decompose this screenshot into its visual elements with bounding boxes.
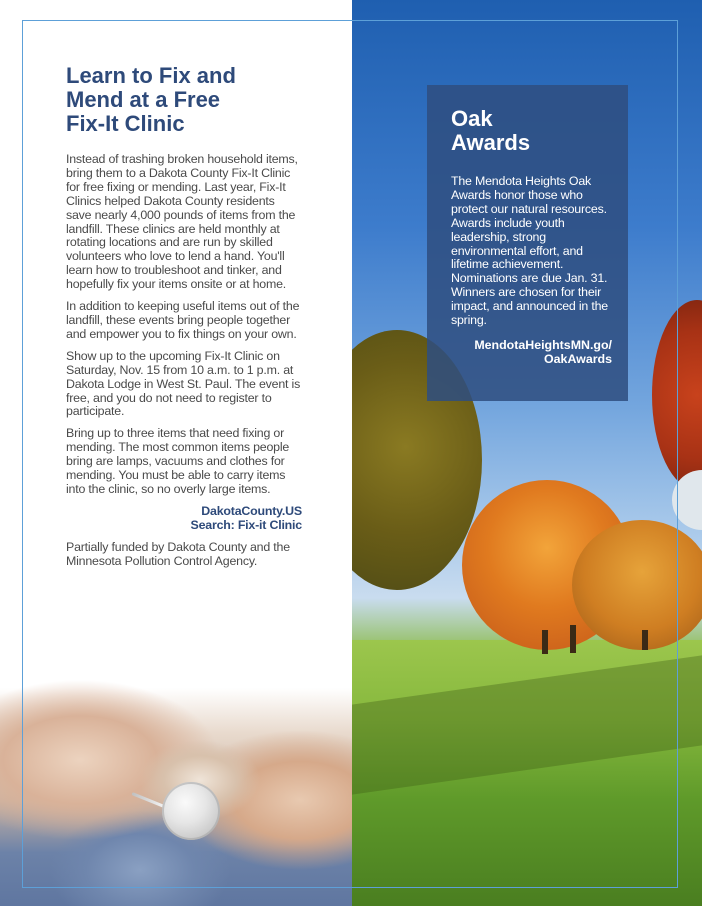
oak-awards-title — [451, 107, 612, 155]
fixit-title-line: Learn to Fix and — [66, 63, 236, 88]
fixit-link-url[interactable]: DakotaCounty.US — [201, 503, 302, 518]
oak-title-line: Awards — [451, 130, 531, 155]
fixit-article-body — [66, 153, 302, 576]
oak-link-line[interactable]: OakAwards — [544, 351, 612, 366]
oak-title-line: Oak — [451, 106, 493, 131]
fixit-website-link[interactable] — [66, 505, 302, 533]
tree-trunk — [642, 630, 648, 650]
oak-awards-link[interactable] — [451, 338, 612, 366]
fixit-paragraph: In addition to keeping useful items out of the landfill, these events bring people together and empower you to fix things on your own. — [66, 299, 300, 341]
fixit-title-line: Mend at a Free — [66, 87, 221, 112]
fixit-funding-note: Partially funded by Dakota County and the Minnesota Pollution Control Agency. — [66, 539, 290, 568]
sewing-button-graphic — [162, 782, 220, 840]
oak-awards-body: The Mendota Heights Oak Awards honor those who protect our natural resources. Awards include youth leadership, strong environmental effort, and lifetime achievement. Nominations are due Jan. 31. Winners are chosen for their impact, and announced in the spring. — [451, 174, 608, 328]
fixit-title — [66, 64, 336, 136]
tree-trunk — [570, 625, 576, 653]
oak-awards-card — [427, 85, 628, 401]
fixit-paragraph: Show up to the upcoming Fix-It Clinic on Saturday, Nov. 15 from 10 a.m. to 1 p.m. at Dakota Lodge in West St. Paul. The event is free, and you do not need to register to participate. — [66, 348, 301, 419]
fixit-title-line: Fix-It Clinic — [66, 111, 185, 136]
fixit-paragraph: Bring up to three items that need fixing or mending. The most common items people bring are lamps, vacuums and clothes for mending. You must be able to carry items into the clinic, so no overly large items. — [66, 426, 290, 496]
tree-trunk — [542, 630, 548, 654]
red-tree — [652, 300, 702, 490]
sewing-button-photo — [0, 640, 352, 906]
oak-link-line[interactable]: MendotaHeightsMN.go/ — [474, 337, 612, 352]
fixit-link-search: Search: Fix-it Clinic — [190, 517, 302, 532]
orange-tree — [572, 520, 702, 650]
fixit-paragraph: Instead of trashing broken household items, bring them to a Dakota County Fix-It Clinic for free fixing or mending. Last year, Fix-It Clinics helped Dakota County residents save nearly 4,000 pounds of items from the landfill. These clinics are held monthly at rotating locations and are run by skilled volunteers who love to lend a hand. You'll learn how to troubleshoot and tinker, and hopefully fix your items onsite or at home. — [66, 152, 298, 292]
